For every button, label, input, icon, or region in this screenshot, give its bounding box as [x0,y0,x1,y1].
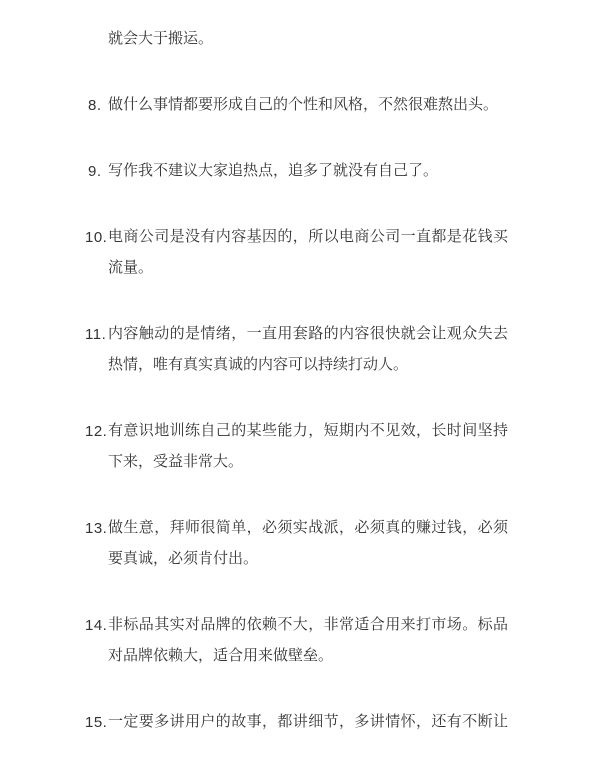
item-number: 11. [85,326,107,343]
text-line: 写作我不建议大家追热点，追多了就没有自己了。 [108,163,439,179]
text-line: 一定要多讲用户的故事，都讲细节，多讲情怀，还有不断让 [108,714,508,730]
item-number: 8. [88,97,102,114]
list-item-13 [0,513,508,575]
item-number: 14. [85,617,108,634]
list-item-14 [0,610,508,672]
text-line: 做生意，拜师很简单，必须实战派，必须真的赚过钱，必须 [108,520,508,536]
item-number: 9. [88,163,102,180]
list-item-9 [0,156,508,187]
text-line: 电商公司是没有内容基因的，所以电商公司一直都是花钱买 [108,229,508,245]
item-number: 10. [85,229,108,246]
item-number: 12. [85,423,108,440]
text-line: 热情，唯有真实真诚的内容可以持续打动人。 [108,357,409,373]
text-line: 做什么事情都要形成自己的个性和风格，不然很难熬出头。 [108,97,499,113]
item-number: 13. [85,520,108,537]
text-line: 有意识地训练自己的某些能力，短期内不见效，长时间坚持 [108,423,508,439]
list-item-8 [0,90,508,121]
text-line: 就会大于搬运。 [108,31,214,47]
paragraph-continuation [0,24,508,55]
text-line: 内容触动的是情绪，一直用套路的内容很快就会让观众失去 [108,326,508,342]
text-line: 要真诚，必须肯付出。 [108,551,259,567]
text-line: 流量。 [108,260,154,276]
list-item-15 [0,707,508,738]
list-item-12 [0,416,508,478]
list-item-10 [0,222,508,284]
list-item-11 [0,319,508,381]
item-number: 15. [85,714,108,731]
text-line: 非标品其实对品牌的依赖不大，非常适合用来打市场。标品 [108,617,508,633]
text-line: 下来，受益非常大。 [108,454,244,470]
text-line: 对品牌依赖大，适合用来做壁垒。 [108,648,334,664]
